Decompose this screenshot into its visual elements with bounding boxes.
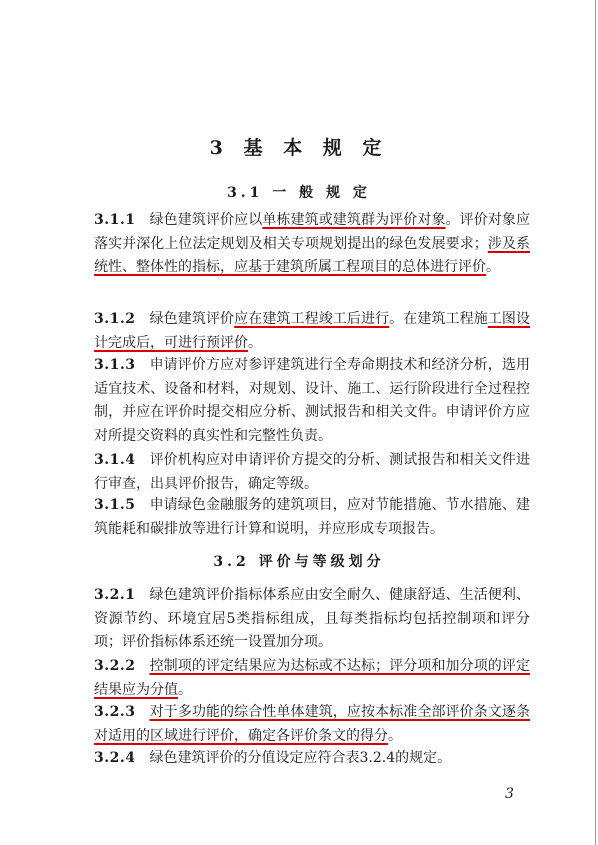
chapter-title: 3 基 本 规 定 <box>209 137 389 159</box>
clause-number: 3.1.1 <box>94 212 136 228</box>
highlight: 对于多功能的综合性单体建筑，应按本标准全部评价条文逐条对适用的区域进行评价，确定各评价条文的得分 <box>94 704 530 744</box>
clause-3-1-3: 3.1.3 申请评价方应对参评建筑进行全寿命期技术和经济分析，选用适宜技术、设备和材料，对规划、设计、施工、运行阶段进行全过程控制，并应在评价时提交相应分析、测试报告和相关文件。申请评价方应对所提交资料的真实性和完整性负责。 <box>94 357 530 445</box>
clause-number: 3.2.4 <box>94 750 136 766</box>
highlight: 应在建筑工程竣工后进行 <box>234 311 390 327</box>
clause-3-1-1: 3.1.1 绿色建筑评价应以单栋建筑或建筑群为评价对象。评价对象应落实并深化上位法定规划及相关专项规划提出的绿色发展要求；涉及系统性、整体性的指标，应基于建筑所属工程项目的总体进行评价。 <box>94 212 531 276</box>
clause-3-2-4: 3.2.4 绿色建筑评价的分值设定应符合表3.2.4的规定。 <box>94 750 452 766</box>
section-title-3-2: 3.2 评价与等级划分 <box>213 554 385 570</box>
clause-number: 3.2.1 <box>94 587 136 603</box>
section-title-3-1: 3.1 一 般 规 定 <box>227 185 371 201</box>
clause-3-2-3: 3.2.3 对于多功能的综合性单体建筑，应按本标准全部评价条文逐条对适用的区域进行评价，确定各评价条文的得分。 <box>94 704 530 744</box>
clause-number: 3.1.2 <box>94 311 136 327</box>
clause-number: 3.2.2 <box>94 658 136 674</box>
clause-3-1-2: 3.1.2 绿色建筑评价应在建筑工程竣工后进行。在建筑工程施工图设计完成后，可进行预评价。 <box>94 311 531 351</box>
clause-number: 3.1.5 <box>94 497 136 513</box>
clause-number: 3.1.4 <box>94 452 136 468</box>
page-number: 3 <box>505 786 514 802</box>
highlight: 控制项的评定结果应为达标或不达标；评分项和加分项的评定结果应为分值 <box>94 658 530 698</box>
clause-3-1-5: 3.1.5 申请绿色金融服务的建筑项目，应对节能措施、节水措施、建筑能耗和碳排放等进行计算和说明，并应形成专项报告。 <box>94 497 530 537</box>
clause-3-2-2: 3.2.2 控制项的评定结果应为达标或不达标；评分项和加分项的评定结果应为分值。 <box>94 658 530 698</box>
clause-3-1-4: 3.1.4 评价机构应对申请评价方提交的分析、测试报告和相关文件进行审查，出具评价报告，确定等级。 <box>94 452 530 492</box>
page-edge <box>595 0 596 845</box>
highlight: 工图设计完成后，可进行预评价 <box>94 311 531 351</box>
highlight: 涉及系统性、整体性的指标，应基于建筑所属工程项目的总体进行评价 <box>94 235 531 276</box>
highlight: 单栋建筑或建筑群为评价对象 <box>262 212 446 228</box>
clause-3-2-1: 3.2.1 绿色建筑评价指标体系应由安全耐久、健康舒适、生活便利、资源节约、环境宜居5类指标组成，且每类指标均包括控制项和评分项；评价指标体系还统一设置加分项。 <box>94 587 530 651</box>
clause-number: 3.1.3 <box>94 357 136 373</box>
clause-number: 3.2.3 <box>94 704 136 720</box>
